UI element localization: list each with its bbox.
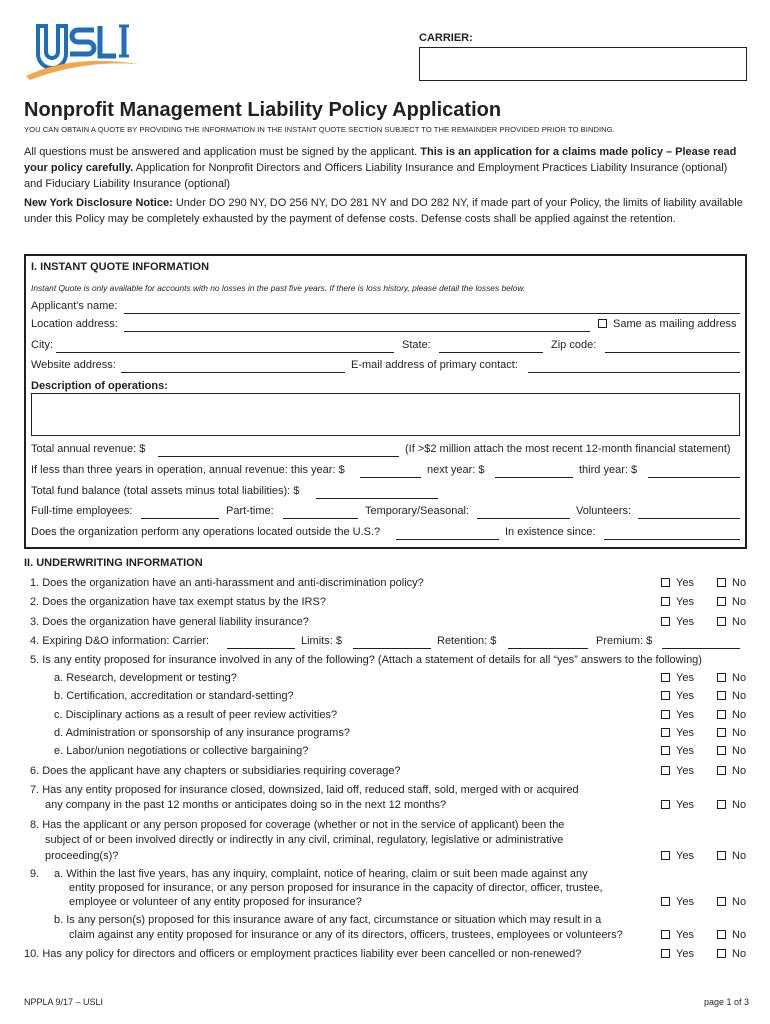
in-existence-field[interactable] [604,539,740,540]
q5e-yes-option[interactable] [661,745,694,757]
yes-label: Yes [676,929,694,941]
q2-yes-option[interactable] [661,596,694,608]
q5c-no-option[interactable] [717,709,746,721]
q9a-no-checkbox[interactable] [717,897,726,906]
q1-no-checkbox[interactable] [717,578,726,587]
yes-label: Yes [676,896,694,908]
q5e-no-checkbox[interactable] [717,746,726,755]
state-label: State: [402,339,431,351]
fund-balance-field[interactable] [316,498,438,499]
intro-paragraph: All questions must be answered and application must be signed by the applicant. This is an application for a claims made policy – Please read your policy carefully. Application for Nonprofit Directors and Officers Liability Insurance and Employment Practices Liability Insurance (optional) and Fiduciary Liability Insurance (optional) [24,146,737,190]
q5c-yes-option[interactable] [661,709,694,721]
full-time-label: Full-time employees: [31,505,133,517]
temporary-field[interactable] [477,518,570,519]
page-subtitle: YOU CAN OBTAIN A QUOTE BY PROVIDING THE INFORMATION IN THE INSTANT QUOTE SECTION SUBJECT TO THE REMAINDER PROVIDED PRIOR TO BINDING. [24,125,615,134]
temporary-label: Temporary/Seasonal: [365,505,469,517]
part-time-label: Part-time: [226,505,274,517]
q10-yes-checkbox[interactable] [661,949,670,958]
q7-no-checkbox[interactable] [717,800,726,809]
page-number: page 1 of 3 [704,997,750,1007]
section1-note: Instant Quote is only available for accounts with no losses in the past five years. If there is loss history, please detail the losses below. [31,283,526,293]
q4-limits-field[interactable] [353,648,431,649]
q5b-text: b. Certification, accreditation or standard-setting? [54,690,294,702]
no-label: No [732,672,747,684]
q9b-text-line2: claim against any entity proposed for insurance or any of its directors, officers, trustees, employees or volunteers? [69,929,623,941]
third-year-revenue-field[interactable] [648,477,740,478]
section1-heading: I. INSTANT QUOTE INFORMATION [31,261,210,273]
q4-limits-label: Limits: $ [301,635,342,647]
q5d-text: d. Administration or sponsorship of any insurance programs? [54,727,350,739]
q10-no-option[interactable] [717,948,746,960]
q5a-text: a. Research, development or testing? [54,672,237,684]
q9b-no-checkbox[interactable] [717,930,726,939]
zip-field[interactable] [605,352,740,353]
q6-text: 6. Does the applicant have any chapters or subsidiaries requiring coverage? [30,765,401,777]
same-as-mailing-checkbox[interactable] [598,319,607,328]
q4-text: 4. Expiring D&O information: Carrier: [30,635,210,647]
q9a-no-option[interactable] [717,896,746,908]
q7-yes-checkbox[interactable] [661,800,670,809]
q1-yes-option[interactable] [661,577,694,589]
q9a-text-line2: entity proposed for insurance, or any person proposed for insurance in the capacity of director, officer, trustee, [69,882,603,894]
q5d-yes-checkbox[interactable] [661,728,670,737]
q6-no-option[interactable] [717,765,746,777]
outside-us-label: Does the organization perform any operations located outside the U.S.? [31,526,381,538]
part-time-field[interactable] [283,518,358,519]
no-label: No [732,929,747,941]
q5b-yes-option[interactable] [661,690,694,702]
q6-yes-option[interactable] [661,765,694,777]
total-revenue-label: Total annual revenue: $ [31,443,146,455]
form-id: NPPLA 9/17 – USLI [24,997,104,1007]
q10-no-checkbox[interactable] [717,949,726,958]
carrier-label: CARRIER: [419,32,473,44]
city-field[interactable] [56,352,394,353]
q2-no-option[interactable] [717,596,746,608]
q9b-yes-option[interactable] [661,929,694,941]
yes-label: Yes [676,727,694,739]
q5b-no-checkbox[interactable] [717,691,726,700]
email-field[interactable] [528,372,740,373]
no-label: No [732,896,747,908]
full-time-field[interactable] [141,518,219,519]
website-field[interactable] [121,372,345,373]
yes-label: Yes [676,948,694,960]
q8-no-checkbox[interactable] [717,851,726,860]
q8-no-option[interactable] [717,850,746,862]
carrier-input[interactable] [419,47,747,81]
q9a-text-line3: employee or volunteer of any entity proposed for insurance? [69,896,362,908]
no-label: No [732,948,747,960]
q5d-no-checkbox[interactable] [717,728,726,737]
this-year-revenue-field[interactable] [360,477,421,478]
applicant-name-label: Applicant's name: [31,300,118,312]
q5e-text: e. Labor/union negotiations or collective bargaining? [54,745,309,757]
no-label: No [732,765,747,777]
page-title: Nonprofit Management Liability Policy Application [24,99,502,121]
yes-label: Yes [676,765,694,777]
same-as-mailing-option[interactable]: Same as mailing address [598,318,737,330]
no-label: No [732,850,747,862]
q1-no-option[interactable] [717,577,746,589]
q2-yes-checkbox[interactable] [661,597,670,606]
volunteers-field[interactable] [638,518,740,519]
q8-text-line2: subject of or been involved directly or indirectly in any civil, criminal, regulatory, legislative or administrative [45,834,564,846]
q5e-yes-checkbox[interactable] [661,746,670,755]
less-than-three-years-label: If less than three years in operation, annual revenue: this year: $ [31,464,345,476]
city-label: City: [31,339,53,351]
yes-label: Yes [676,850,694,862]
no-label: No [732,616,747,628]
q8-yes-checkbox[interactable] [661,851,670,860]
q4-carrier-field[interactable] [227,648,295,649]
website-label: Website address: [31,359,116,371]
no-label: No [732,727,747,739]
q4-premium-label: Premium: $ [596,635,653,647]
yes-label: Yes [676,709,694,721]
q5d-yes-option[interactable] [661,727,694,739]
q8-text-line1: 8. Has the applicant or any person proposed for coverage (whether or not in the service of applicant) been the [30,819,565,831]
no-label: No [732,596,747,608]
q3-text: 3. Does the organization have general liability insurance? [30,616,309,628]
next-year-revenue-field[interactable] [495,477,573,478]
section2-heading: II. UNDERWRITING INFORMATION [24,557,203,569]
yes-label: Yes [676,799,694,811]
q5a-no-checkbox[interactable] [717,673,726,682]
yes-label: Yes [676,745,694,757]
q9b-text-line1: b. Is any person(s) proposed for this insurance aware of any fact, circumstance or situation which may result in a [54,914,602,926]
no-label: No [732,745,747,757]
applicant-name-field[interactable] [124,313,740,314]
q4-retention-field[interactable] [508,648,588,649]
q5a-yes-option[interactable] [661,672,694,684]
q7-yes-option[interactable] [661,799,694,811]
no-label: No [732,799,747,811]
q5e-no-option[interactable] [717,745,746,757]
q1-text: 1. Does the organization have an anti-harassment and anti-discrimination policy? [30,577,424,589]
q3-no-checkbox[interactable] [717,617,726,626]
q5b-no-option[interactable] [717,690,746,702]
q5b-yes-checkbox[interactable] [661,691,670,700]
outside-us-field[interactable] [396,539,499,540]
q9b-no-option[interactable] [717,929,746,941]
q7-no-option[interactable] [717,799,746,811]
q8-text-line3: proceeding(s)? [45,850,119,862]
fund-balance-label: Total fund balance (total assets minus total liabilities): $ [31,485,300,497]
yes-label: Yes [676,596,694,608]
description-label: Description of operations: [31,380,168,392]
q5-text: 5. Is any entity proposed for insurance involved in any of the following? (Attach a statement of details for all “yes” answers to the following) [30,654,702,666]
q3-yes-option[interactable] [661,616,694,628]
q4-retention-label: Retention: $ [437,635,497,647]
zip-label: Zip code: [551,339,597,351]
q5c-yes-checkbox[interactable] [661,710,670,719]
q5c-no-checkbox[interactable] [717,710,726,719]
yes-label: Yes [676,690,694,702]
in-existence-label: In existence since: [505,526,596,538]
q10-yes-option[interactable] [661,948,694,960]
q7-text-line1: 7. Has any entity proposed for insurance closed, downsized, laid off, reduced staff, sold, merged with or acquired [30,784,579,796]
usli-logo [22,18,142,82]
next-year-label: next year: $ [427,464,485,476]
description-input[interactable] [31,393,740,436]
no-label: No [732,690,747,702]
email-label: E-mail address of primary contact: [351,359,518,371]
q6-no-checkbox[interactable] [717,766,726,775]
yes-label: Yes [676,672,694,684]
q8-yes-option[interactable] [661,850,694,862]
third-year-label: third year: $ [579,464,638,476]
q9b-yes-checkbox[interactable] [661,930,670,939]
q4-premium-field[interactable] [662,648,740,649]
state-field[interactable] [439,352,543,353]
yes-label: Yes [676,616,694,628]
q9a-yes-option[interactable] [661,896,694,908]
q7-text-line2: any company in the past 12 months or anticipates doing so in the next 12 months? [45,799,447,811]
q5d-no-option[interactable] [717,727,746,739]
q9a-text-line1: a. Within the last five years, has any inquiry, complaint, notice of hearing, claim or suit been made against any [54,868,588,880]
q3-yes-checkbox[interactable] [661,617,670,626]
no-label: No [732,577,747,589]
revenue-note: (If >$2 million attach the most recent 12-month financial statement) [405,443,731,455]
q5a-yes-checkbox[interactable] [661,673,670,682]
q10-text: 10. Has any policy for directors and officers or employment practices liability ever been cancelled or non-renewed? [24,948,582,960]
volunteers-label: Volunteers: [576,505,632,517]
q3-no-option[interactable] [717,616,746,628]
q2-text: 2. Does the organization have tax exempt status by the IRS? [30,596,326,608]
q6-yes-checkbox[interactable] [661,766,670,775]
no-label: No [732,709,747,721]
q1-yes-checkbox[interactable] [661,578,670,587]
q9a-yes-checkbox[interactable] [661,897,670,906]
ny-disclosure-notice: New York Disclosure Notice: Under DO 290 NY, DO 256 NY, DO 281 NY and DO 282 NY, if made part of your Policy, the limits of liability available under this Policy may be completely exhausted by the payment of defense costs. Defense costs shall be applied against the retention. [24,197,743,225]
q2-no-checkbox[interactable] [717,597,726,606]
location-address-field[interactable] [124,331,590,332]
location-address-label: Location address: [31,318,118,330]
yes-label: Yes [676,577,694,589]
total-revenue-field[interactable] [158,456,399,457]
q5a-no-option[interactable] [717,672,746,684]
q5c-text: c. Disciplinary actions as a result of peer review activities? [54,709,338,721]
q9-number: 9. [30,868,40,880]
